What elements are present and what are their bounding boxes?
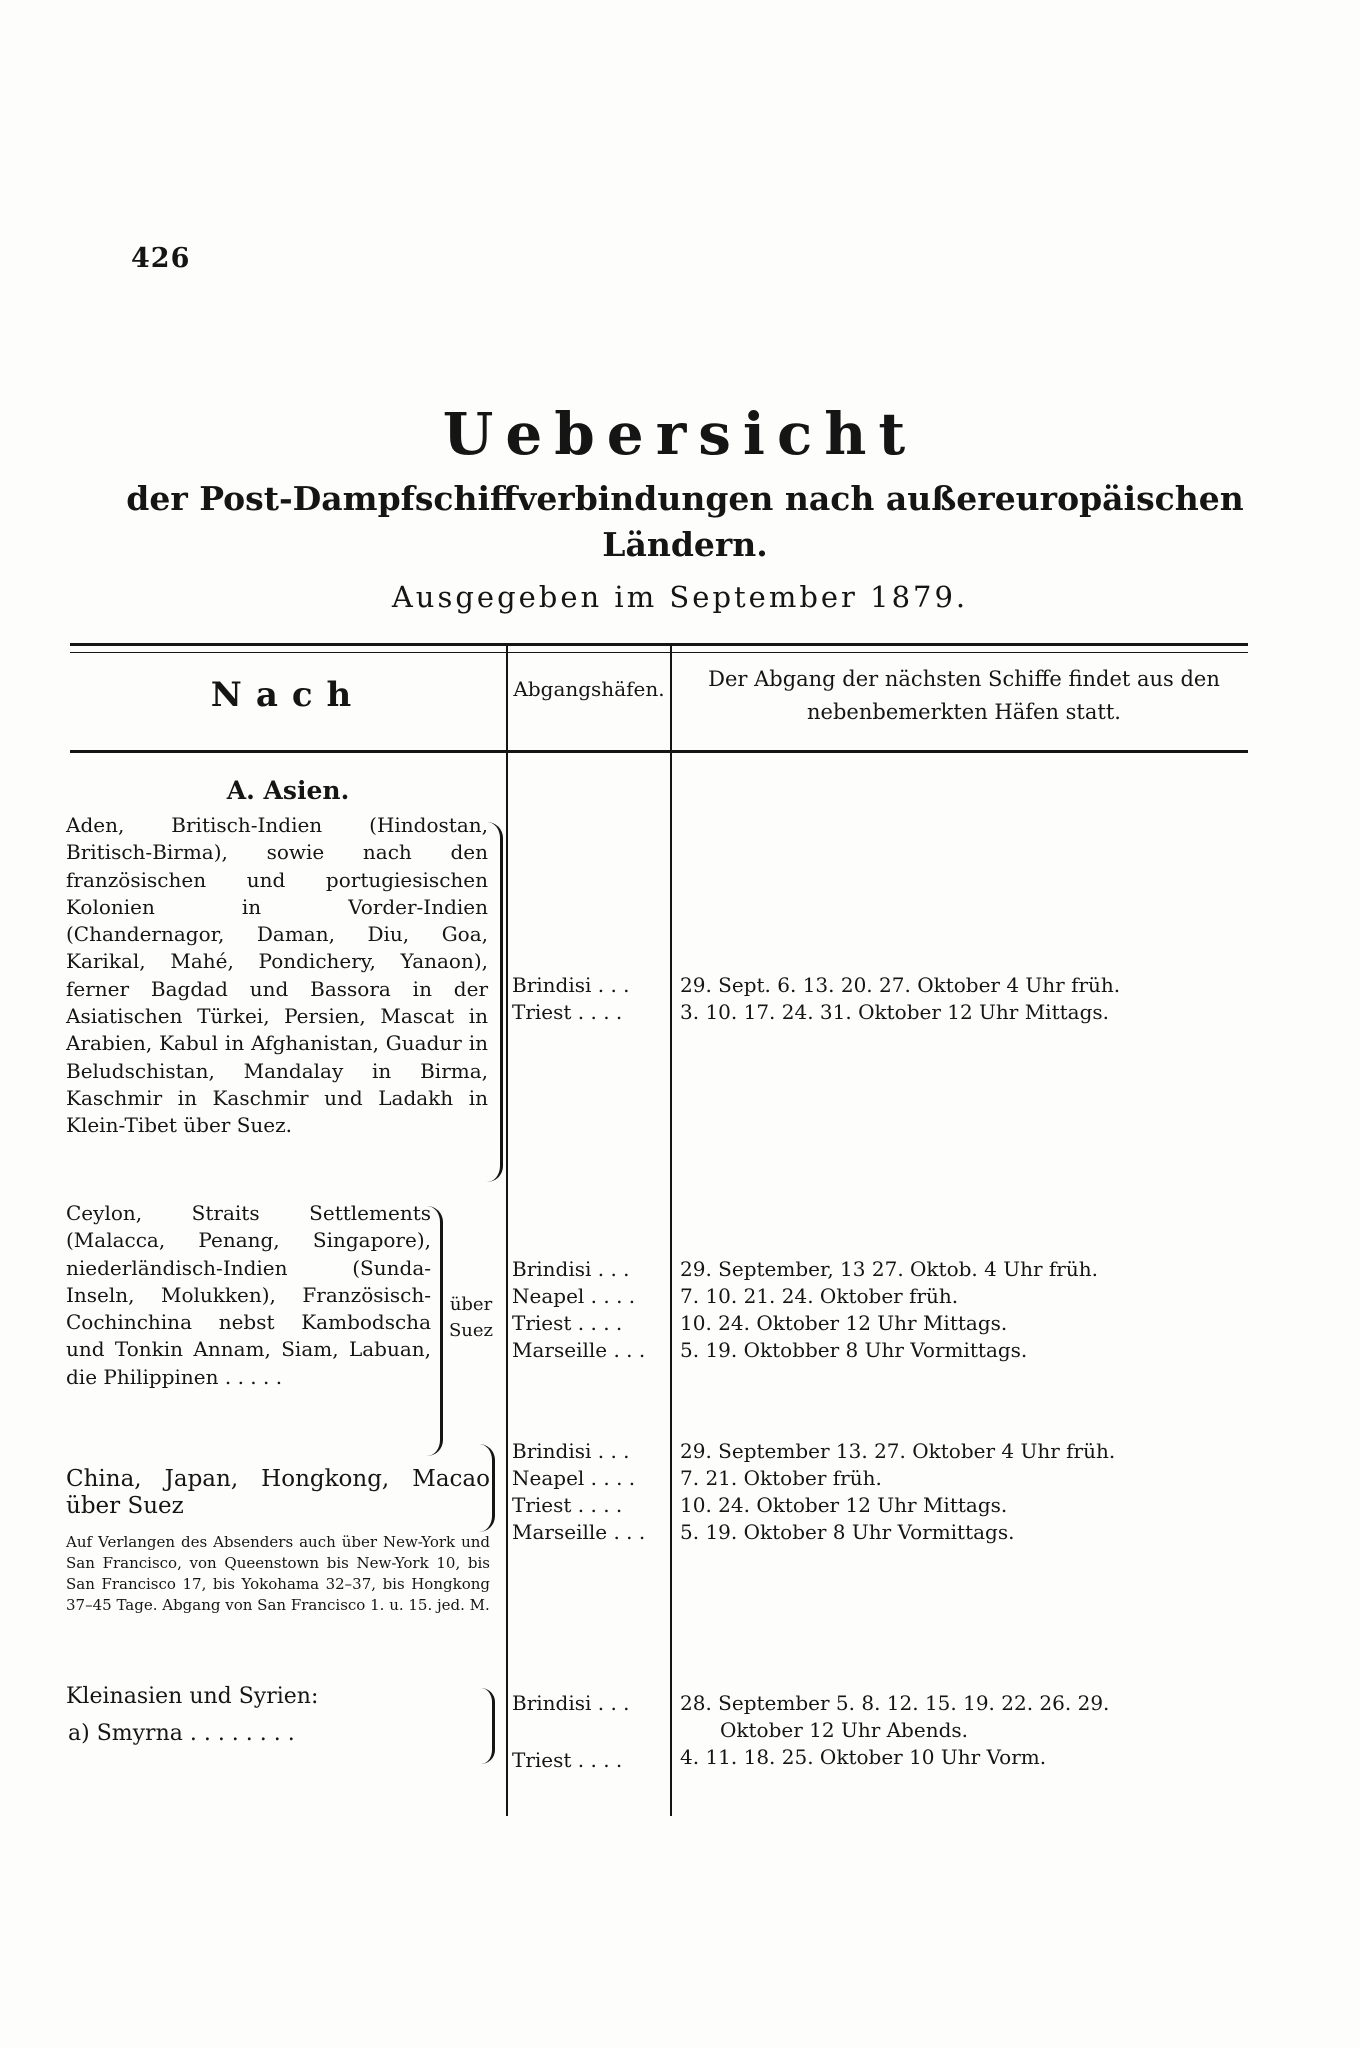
destination-aden-india: Aden, Britisch-Indien (Hindostan, Britisch-Birma), sowie nach den französischen und portugiesischen Kolonien in Vorder-Indien (Chandernagor, Daman, Diu, Goa, Karikal, Mahé, Pondichery, Yanaon), ferner Bagdad und Bassora in der Asiatischen Türkei, Persien, Mascat in Arabien, Kabul in Afghanistan, Guadur in Beludschistan, Mandalay in Birma, Kaschmir in Kaschmir und Ladakh in Klein-Tibet über Suez. xyxy=(66,813,488,1138)
port: Triest . . . . xyxy=(512,1000,623,1024)
header-departure: Der Abgang der nächsten Schiffe findet aus den nebenbemerkten Häfen statt. xyxy=(708,667,1220,724)
departure: 10. 24. Oktober 12 Uhr Mittags. xyxy=(680,1311,1008,1335)
departure: 10. 24. Oktober 12 Uhr Mittags. xyxy=(680,1493,1008,1517)
departures-row-1 xyxy=(680,972,1250,1026)
departures-row-3 xyxy=(680,1438,1250,1546)
departure: 29. Sept. 6. 13. 20. 27. Oktober 4 Uhr früh. xyxy=(680,973,1121,997)
port: Marseille . . . xyxy=(512,1520,646,1544)
destination-smyrna: a) Smyrna . . . . . . . . xyxy=(68,1721,295,1746)
port: Brindisi . . . xyxy=(512,1257,630,1281)
ports-row-1 xyxy=(512,972,672,1026)
table-top-rule-thin xyxy=(70,652,1248,653)
port: Triest . . . . xyxy=(512,1311,623,1335)
port: Neapel . . . . xyxy=(512,1466,636,1490)
header-ports: Abgangshäfen. xyxy=(513,677,665,701)
page-number: 426 xyxy=(131,243,191,274)
departure: 5. 19. Oktober 8 Uhr Vormittags. xyxy=(680,1520,1015,1544)
departure: Oktober 12 Uhr Abends. xyxy=(720,1718,968,1742)
departure: 29. September, 13 27. Oktob. 4 Uhr früh. xyxy=(680,1257,1098,1281)
ports-row-2 xyxy=(512,1256,672,1364)
issue-date: Ausgegeben im September 1879. xyxy=(391,580,969,614)
destination-ceylon: Ceylon, Straits Settlements (Malacca, Penang, Singapore), niederländisch-Indien (Sunda-Inseln, Molukken), Französisch-Cochinchina nebst Kambodscha und Tonkin Annam, Siam, Labuan, die Philippinen . . . . . xyxy=(66,1201,431,1389)
brace xyxy=(426,1206,443,1456)
departure: 5. 19. Oktobber 8 Uhr Vormittags. xyxy=(680,1338,1028,1362)
port: Neapel . . . . xyxy=(512,1284,636,1308)
page-subtitle: der Post-Dampfschiffverbindungen nach außereuropäischen Ländern. xyxy=(126,479,1244,564)
page-title: Uebersicht xyxy=(442,400,918,468)
brace xyxy=(486,822,503,1182)
section-heading-asia: A. Asien. xyxy=(226,776,350,805)
departure: 7. 21. Oktober früh. xyxy=(680,1466,882,1490)
column-divider-2 xyxy=(670,646,672,1816)
departures-row-2 xyxy=(680,1256,1250,1364)
departure: 7. 10. 21. 24. Oktober früh. xyxy=(680,1284,959,1308)
brace xyxy=(478,1688,495,1764)
ports-row-4a xyxy=(512,1690,672,1717)
port: Brindisi . . . xyxy=(512,1439,630,1463)
departures-row-4 xyxy=(680,1690,1250,1771)
departure: 28. September 5. 8. 12. 15. 19. 22. 26. 29. xyxy=(680,1691,1110,1715)
header-destination: Nach xyxy=(210,675,366,715)
ports-row-3 xyxy=(512,1438,672,1546)
ports-row-4b xyxy=(512,1747,672,1774)
via-suez: über Suez xyxy=(448,1294,494,1341)
departure: 29. September 13. 27. Oktober 4 Uhr früh. xyxy=(680,1439,1116,1463)
departure: 4. 11. 18. 25. Oktober 10 Uhr Vorm. xyxy=(680,1745,1047,1769)
table-top-rule xyxy=(70,643,1248,646)
port: Triest . . . . xyxy=(512,1748,623,1772)
port: Marseille . . . xyxy=(512,1338,646,1362)
port: Brindisi . . . xyxy=(512,1691,630,1715)
destination-asia-minor-syria: Kleinasien und Syrien: xyxy=(66,1684,319,1709)
brace xyxy=(478,1444,495,1532)
port: Triest . . . . xyxy=(512,1493,623,1517)
port: Brindisi . . . xyxy=(512,973,630,997)
column-divider-1 xyxy=(506,646,508,1816)
header-bottom-rule xyxy=(70,750,1248,753)
destination-china-japan: China, Japan, Hongkong, Macao über Suez xyxy=(66,1466,490,1520)
departure: 3. 10. 17. 24. 31. Oktober 12 Uhr Mittags. xyxy=(680,1000,1110,1024)
footnote-san-francisco: Auf Verlangen des Absenders auch über New-York und San Francisco, von Queenstown bis New-York 10, bis San Francisco 17, bis Yokohama 32–37, bis Hongkong 37–45 Tage. Abgang von San Francisco 1. u. 15. jed. M. xyxy=(66,1533,490,1614)
